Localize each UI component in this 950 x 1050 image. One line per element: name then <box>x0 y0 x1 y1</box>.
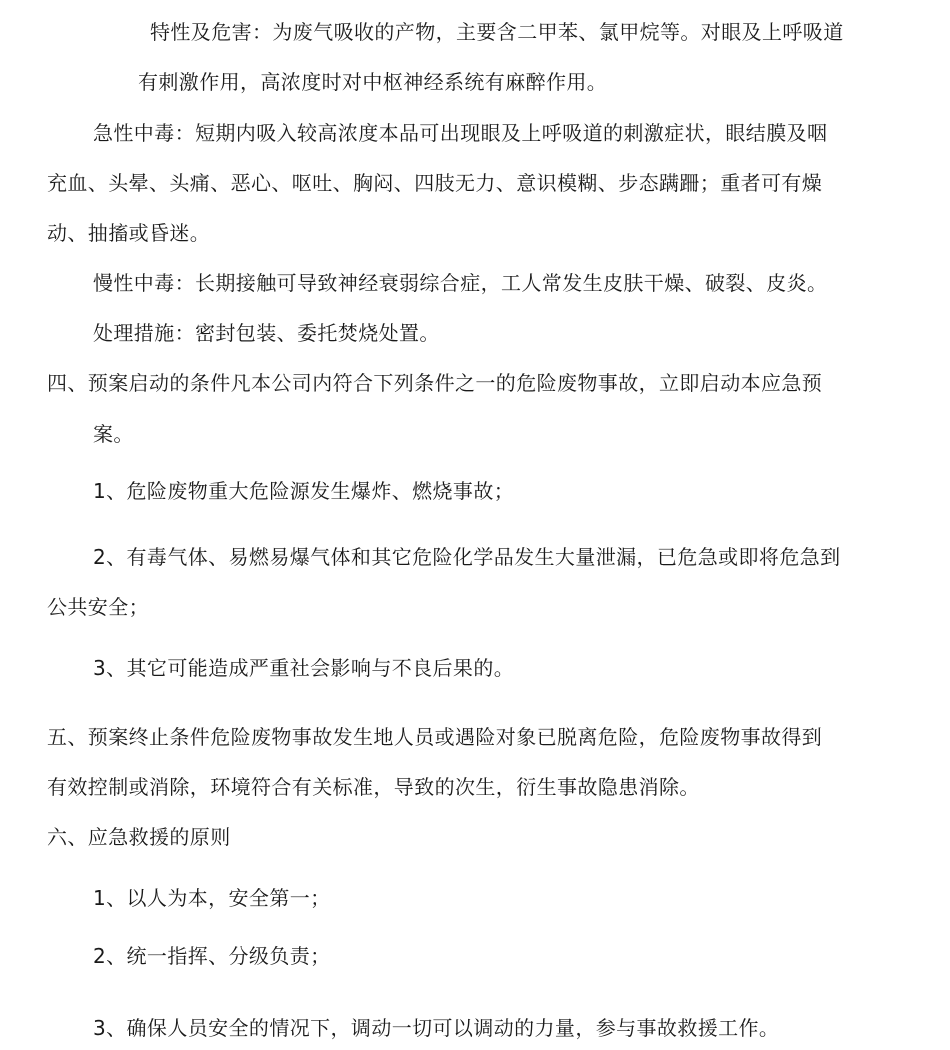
section-4-heading-line-1: 四、预案启动的条件凡本公司内符合下列条件之一的危险废物事故，立即启动本应急预 <box>47 371 823 395</box>
treatment-measures: 处理措施：密封包装、委托焚烧处置。 <box>93 321 440 345</box>
section-6-item-1: 1、以人为本，安全第一； <box>93 886 331 910</box>
chronic-poisoning: 慢性中毒：长期接触可导致神经衰弱综合症，工人常发生皮肤干燥、破裂、皮炎。 <box>93 271 828 295</box>
acute-poisoning-line-2: 充血、头晕、头痛、恶心、呕吐、胸闷、四肢无力、意识模糊、步态蹒跚；重者可有燥 <box>47 171 823 195</box>
acute-poisoning-line-3: 动、抽搐或昏迷。 <box>47 221 211 245</box>
section-4-item-2-line-1: 2、有毒气体、易燃易爆气体和其它危险化学品发生大量泄漏，已危急或即将危急到 <box>93 545 841 569</box>
hazard-properties-line-2: 有刺激作用，高浓度时对中枢神经系统有麻醉作用。 <box>138 70 608 94</box>
hazard-properties-line-1: 特性及危害：为废气吸收的产物，主要含二甲苯、氯甲烷等。对眼及上呼吸道 <box>150 20 844 44</box>
section-4-heading-line-2: 案。 <box>93 422 134 446</box>
section-5-line-1: 五、预案终止条件危险废物事故发生地人员或遇险对象已脱离危险，危险废物事故得到 <box>47 725 823 749</box>
section-4-item-2-line-2: 公共安全； <box>47 595 149 619</box>
section-6-heading: 六、应急救援的原则 <box>47 825 231 849</box>
section-6-item-2: 2、统一指挥、分级负责； <box>93 944 331 968</box>
section-4-item-3: 3、其它可能造成严重社会影响与不良后果的。 <box>93 656 515 680</box>
acute-poisoning-line-1: 急性中毒：短期内吸入较高浓度本品可出现眼及上呼吸道的刺激症状，眼结膜及咽 <box>93 121 828 145</box>
section-6-item-3: 3、确保人员安全的情况下，调动一切可以调动的力量，参与事故救援工作。 <box>93 1016 780 1040</box>
section-4-item-1: 1、危险废物重大危险源发生爆炸、燃烧事故； <box>93 479 515 503</box>
section-5-line-2: 有效控制或消除，环境符合有关标准，导致的次生，衍生事故隐患消除。 <box>47 775 700 799</box>
